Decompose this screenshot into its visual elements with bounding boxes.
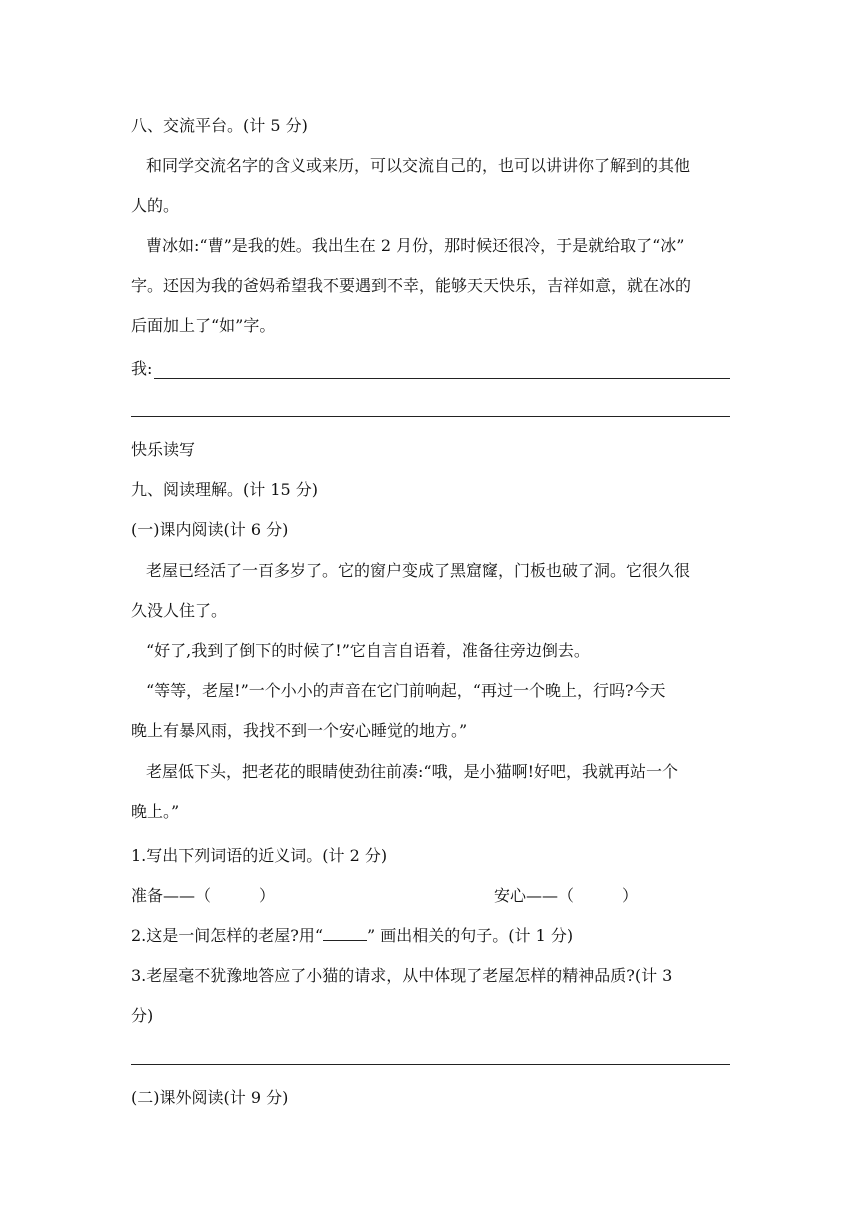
passage-p2-line-1: “好了,我到了倒下的时候了!”它自言自语着，准备往旁边倒去。 xyxy=(146,641,590,660)
question-2 xyxy=(131,926,573,946)
synonym-ease-answer[interactable]: 安心——（ ） xyxy=(494,886,639,905)
example-line-1: 曹冰如:“曹”是我的姓。我出生在 2 月份，那时候还很冷，于是就给取了“冰” xyxy=(146,236,685,255)
section-8-heading: 八、交流平台。(计 5 分) xyxy=(131,116,308,135)
part-title: 快乐读写 xyxy=(131,440,196,459)
question-2-text-end: ” 画出相关的句子。(计 1 分) xyxy=(367,926,574,945)
passage-p3-line-1: “等等，老屋!”一个小小的声音在它门前响起，“再过一个晚上，行吗?今天 xyxy=(146,681,666,700)
passage-p3-line-2: 晚上有暴风雨，我找不到一个安心睡觉的地方。” xyxy=(131,721,468,740)
example-line-2: 字。还因为我的爸妈希望我不要遇到不幸，能够天天快乐，吉祥如意，就在冰的 xyxy=(131,276,692,295)
subsection-1-heading: (一)课内阅读(计 6 分) xyxy=(131,520,289,539)
question-2-text-start: 2.这是一间怎样的老屋?用“ xyxy=(131,926,324,945)
section-8-intro-line-1: 和同学交流名字的含义或来历，可以交流自己的，也可以讲讲你了解到的其他 xyxy=(146,156,691,175)
question-1: 1.写出下列词语的近义词。(计 2 分) xyxy=(131,846,388,865)
question-3-line-1: 3.老屋毫不犹豫地答应了小猫的请求，从中体现了老屋怎样的精神品质?(计 3 xyxy=(131,966,673,985)
me-label: 我: xyxy=(131,359,153,378)
subsection-2-heading: (二)课外阅读(计 9 分) xyxy=(131,1088,289,1107)
passage-p1-line-1: 老屋已经活了一百多岁了。它的窗户变成了黑窟窿，门板也破了洞。它很久很 xyxy=(146,561,691,580)
passage-p1-line-2: 久没人住了。 xyxy=(131,601,228,620)
answer-line-q3[interactable] xyxy=(131,1064,730,1065)
answer-line[interactable] xyxy=(154,360,730,379)
question-3-line-2: 分) xyxy=(131,1006,154,1025)
passage-p4-line-1: 老屋低下头，把老花的眼睛使劲往前凑:“哦，是小猫啊!好吧，我就再站一个 xyxy=(146,762,679,781)
underline-sample xyxy=(323,926,367,941)
section-9-heading: 九、阅读理解。(计 15 分) xyxy=(131,480,319,499)
answer-line-2[interactable] xyxy=(131,416,730,417)
section-8-intro-line-2: 人的。 xyxy=(131,196,180,215)
example-line-3: 后面加上了“如”字。 xyxy=(131,316,276,335)
passage-p4-line-2: 晚上。” xyxy=(131,802,180,821)
my-name-answer-row[interactable] xyxy=(131,356,730,379)
synonym-prep-answer[interactable]: 准备——（ ） xyxy=(131,886,276,905)
